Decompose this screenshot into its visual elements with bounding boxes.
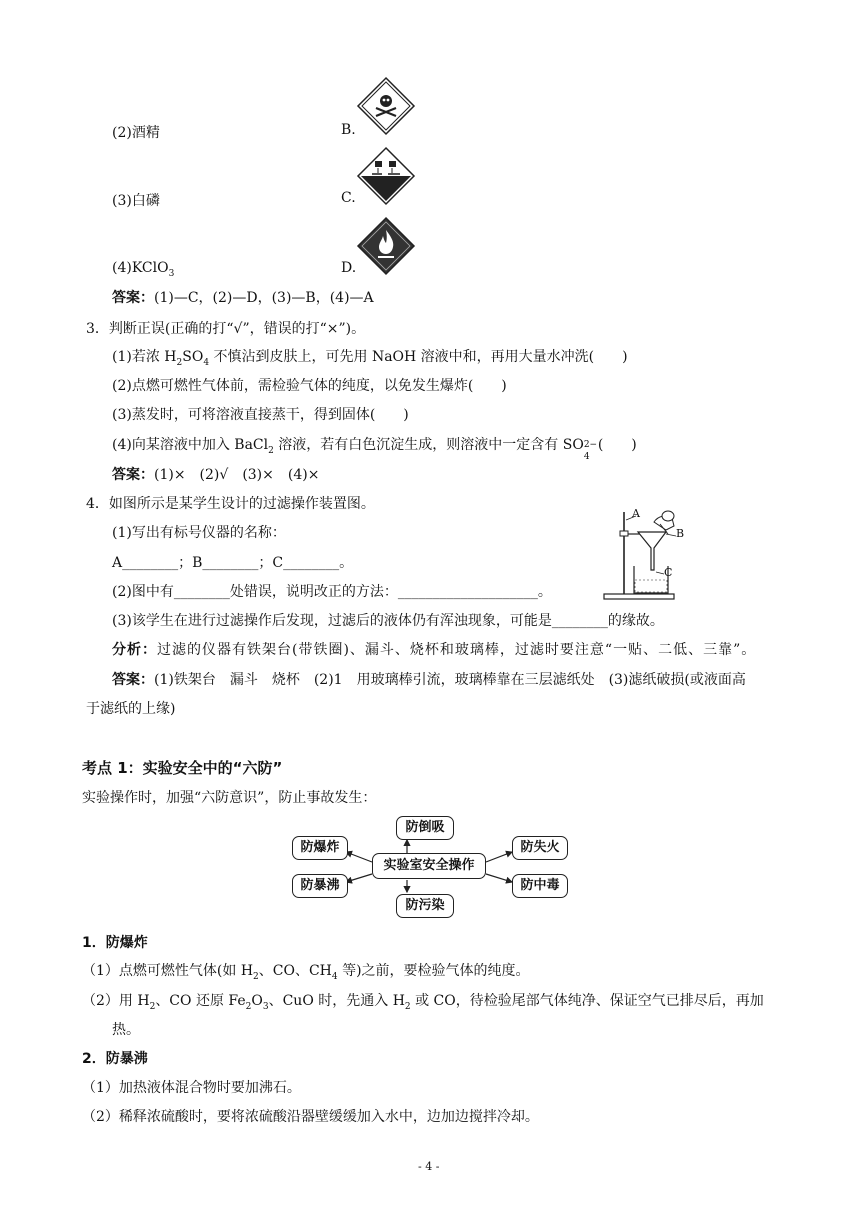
q4-answer-line-1: 答案：(1)铁架台 漏斗 烧杯 (2)1 用玻璃棒引流，玻璃棒靠在三层滤纸处 (3)滤纸破损(或液面高	[112, 672, 746, 688]
sub1-title: 1．防爆炸	[82, 935, 148, 951]
section-heading: 考点 1：实验安全中的“六防”	[82, 759, 283, 777]
q3-answer: 答案：(1)× (2)√ (3)× (4)×	[112, 467, 320, 483]
q4-title: 4．如图所示是某学生设计的过滤操作装置图。	[86, 496, 375, 512]
q3-statement-3: (3)蒸发时，可将溶液直接蒸干，得到固体( )	[112, 407, 409, 423]
match-left-2: (2)酒精	[112, 125, 160, 141]
page-number: - 4 -	[418, 1160, 440, 1173]
figure-label-a: A	[632, 507, 640, 520]
mindmap-prevent-fire: 防失火	[512, 836, 568, 860]
sub1-item-1: （1）点燃可燃性气体(如 $H_2$、CO、$CH_4$ 等)之前，要检验气体的纯度。	[82, 963, 530, 982]
match-left-3: (3)白磷	[112, 193, 160, 209]
corrosive-hazard-icon	[356, 146, 416, 206]
q3-statement-4: (4)向某溶液中加入 BaCl$_2$ 溶液，若有白色沉淀生成，则溶液中一定含有 SO 2− 4 ( )	[112, 437, 637, 462]
sub2-item-1: （1）加热液体混合物时要加沸石。	[82, 1080, 301, 1096]
sub1-item-2: （2）用 $H_2$、CO 还原 $Fe_2O_3$、CuO 时，先通入 $H_2$ 或 CO，待检验尾部气体纯净、保证空气已排尽后，再加	[82, 993, 764, 1012]
q3-title: 3．判断正误(正确的打“√”，错误的打“×”)。	[86, 321, 366, 337]
toxic-hazard-icon	[356, 76, 416, 136]
q4-part-1-blanks: A________；B________；C________。	[112, 555, 354, 571]
q3-statement-1: (1)若浓 $H_2SO_4$ 不慎沾到皮肤上，可先用 NaOH 溶液中和，再用大量水冲洗( )	[112, 349, 628, 368]
section-intro: 实验操作时，加强“六防意识”，防止事故发生：	[82, 790, 377, 806]
option-b-label: B.	[341, 122, 356, 138]
q4-part-3: (3)该学生在进行过滤操作后发现，过滤后的液体仍有浑浊现象，可能是________的缘故。	[112, 613, 664, 629]
q4-part-1: (1)写出有标号仪器的名称：	[112, 525, 286, 541]
sub1-item-2-cont: 热。	[112, 1022, 140, 1038]
mindmap-prevent-poisoning: 防中毒	[512, 874, 568, 898]
flammable-hazard-icon	[356, 216, 416, 276]
filtration-apparatus-figure	[596, 500, 696, 604]
sub2-title: 2．防暴沸	[82, 1051, 148, 1067]
option-d-label: D.	[341, 260, 357, 276]
figure-label-c: C	[664, 566, 673, 579]
match-answer: 答案：(1)—C，(2)—D，(3)—B，(4)—A	[112, 290, 374, 306]
figure-label-b: B	[676, 527, 685, 540]
q4-analysis: 分析：过滤的仪器有铁架台(带铁圈)、漏斗、烧杯和玻璃棒，过滤时要注意“一贴、二低、三靠”。	[112, 642, 757, 658]
mindmap-prevent-explosion: 防爆炸	[292, 836, 348, 860]
q4-answer-line-2: 于滤纸的上缘)	[86, 701, 176, 717]
mindmap-center: 实验室安全操作	[372, 853, 486, 879]
option-c-label: C.	[341, 190, 356, 206]
q4-part-2: (2)图中有________处错误，说明改正的方法：____________________。	[112, 584, 552, 600]
match-left-4: (4)KClO$_3$	[112, 260, 175, 279]
mindmap-prevent-pollution: 防污染	[396, 894, 454, 918]
sub2-item-2: （2）稀释浓硫酸时，要将浓硫酸沿器壁缓缓加入水中，边加边搅拌冷却。	[82, 1109, 539, 1125]
q3-statement-2: (2)点燃可燃性气体前，需检验气体的纯度，以免发生爆炸( )	[112, 378, 507, 394]
mindmap-prevent-bumping: 防暴沸	[292, 874, 348, 898]
mindmap-prevent-backflow: 防倒吸	[396, 816, 454, 840]
